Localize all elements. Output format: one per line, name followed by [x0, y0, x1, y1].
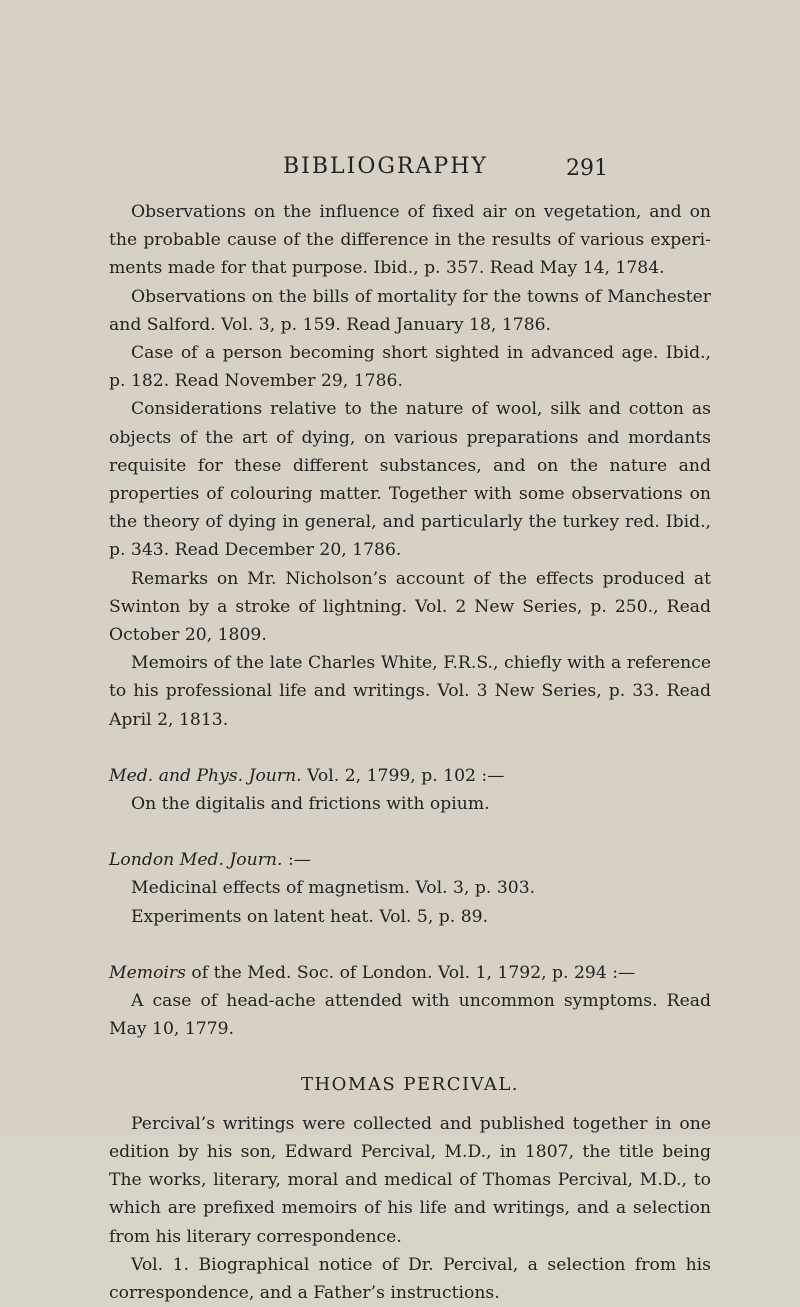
journal-reference: Vol. 2, 1799, p. 102 :— [301, 765, 505, 786]
bibliography-entry: Case of a person becoming short sighted in advanced age. Ibid., p. 182. Read November 29, 1786. [109, 343, 711, 392]
journal-heading [109, 959, 711, 987]
journal-reference: :— [282, 850, 311, 871]
bibliography-entry: Considerations relative to the nature of wool, silk and cotton as objects of the art of dying, on various preparations and mordants requisite for these different substances, and on the nature and properties of colouring matter. Together with some observations on the theory of dying in general, and particularly the turkey red. Ibid., p. 343. Read December 20, 1786. [109, 399, 711, 561]
bibliography-entry: Memoirs of the late Charles White, F.R.S., chiefly with a reference to his professional life and writings. Vol. 3 New Series, p. 33. Read April 2, 1813. [109, 653, 711, 730]
journal-reference: of the Med. Soc. of London. Vol. 1, 1792, p. 294 :— [185, 962, 636, 983]
bibliography-entry: Experiments on latent heat. Vol. 5, p. 89. [131, 906, 489, 927]
page-header [0, 154, 800, 188]
bibliography-entry: Medicinal effects of magnetism. Vol. 3, p. 303. [131, 878, 536, 899]
bibliography-entry: A case of head-ache attended with uncommon symptoms. Read May 10, 1779. [109, 991, 711, 1040]
bibliography-entry: Observations on the bills of mortality for the towns of Manchester and Salford. Vol. 3, p. 159. Read January 18, 1786. [109, 286, 711, 335]
journal-title: London Med. Journ. [109, 850, 283, 871]
running-title: BIBLIOGRAPHY [283, 154, 488, 179]
journal-heading [109, 846, 711, 874]
section-heading: THOMAS PERCIVAL. [300, 1074, 520, 1096]
bibliography-entry: Remarks on Mr. Nicholson’s account of the effects produced at Swinton by a stroke of lightning. Vol. 2 New Series, p. 250., Read October 20, 1809. [109, 568, 711, 646]
body-paragraph: Vol. 1. Biographical notice of Dr. Percival, a selection from his correspondence, and a Father’s instructions. [109, 1254, 711, 1303]
journal-title: Memoirs [109, 962, 186, 983]
page-number: 291 [566, 156, 608, 181]
body-paragraph: Percival’s writings were collected and published together in one edition by his son, Edward Percival, M.D., in 1807, the title being The works, literary, moral and medical of Thomas Percival, M.D., to which are prefixed memoirs of his life and writings, and a selection from his literary correspondence. [109, 1113, 711, 1247]
bibliography-entry: On the digitalis and frictions with opium. [131, 794, 490, 815]
bibliography-entry: Observations on the influence of fixed air on vegetation, and on the probable cause of the difference in the results of various experi-ments made for that purpose. Ibid., p. 357. Read May 14, 1784. [109, 202, 711, 279]
page-body [109, 198, 711, 1307]
journal-heading [109, 762, 711, 790]
journal-title: Med. and Phys. Journ. [109, 765, 302, 786]
